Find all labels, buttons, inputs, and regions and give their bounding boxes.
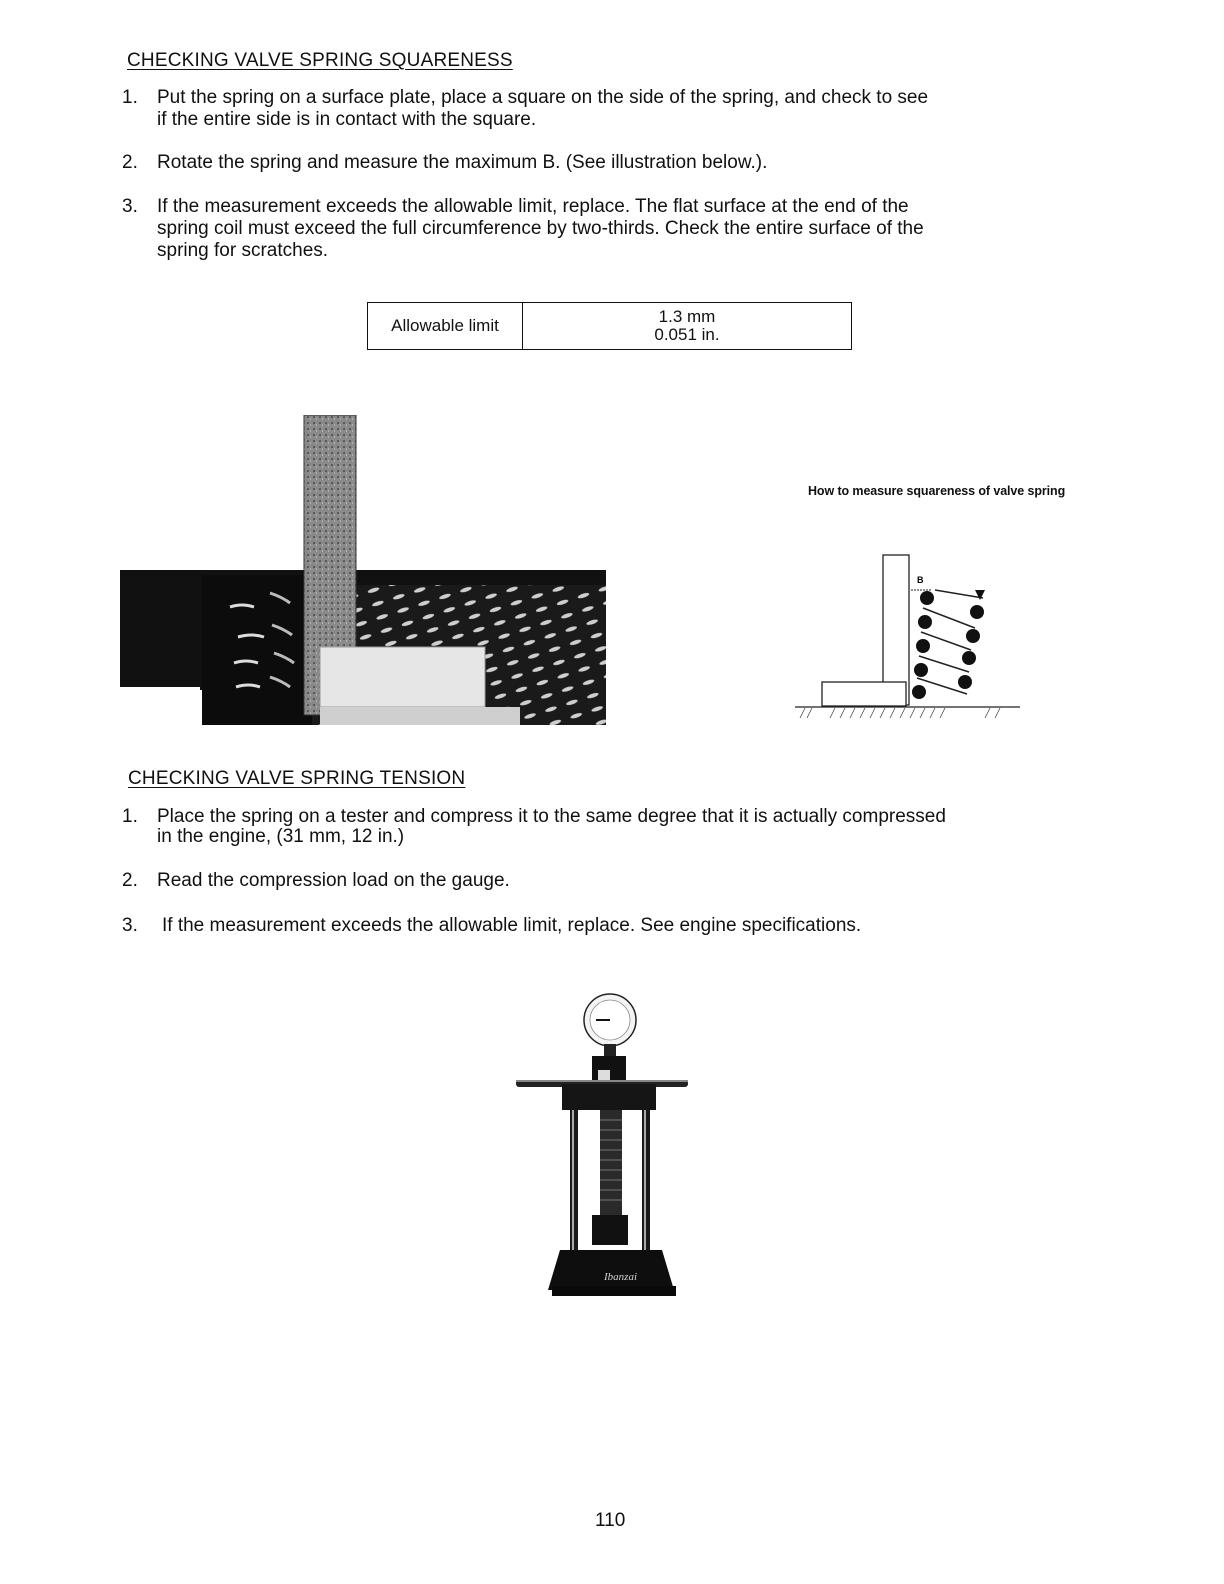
list-number: 2. [122,870,138,891]
section-heading-tension: CHECKING VALVE SPRING TENSION [128,768,466,789]
list-text-line: Rotate the spring and measure the maximum B. (See illustration below.). [157,152,768,173]
spring-coils [202,575,312,725]
list-item-2 [122,152,1022,174]
allowable-limit-table [367,302,852,350]
list-item-1 [122,87,1022,131]
list-item-2 [122,870,1022,892]
list-item-1 [122,806,1042,850]
spec-values [523,303,851,349]
square-foot [822,682,906,706]
tester-base [548,1250,674,1290]
square-base [320,647,485,707]
list-number: 1. [122,806,138,827]
list-text-line: Put the spring on a surface plate, place a square on the side of the spring, and check to see [157,87,929,108]
list-item-3 [122,915,1022,937]
squareness-photo [120,415,606,725]
spec-label: Allowable limit [368,303,523,349]
spec-value-in: 0.051 in. [654,325,720,344]
section-heading-squareness: CHECKING VALVE SPRING SQUARENESS [127,50,513,71]
squareness-diagram [795,550,1025,725]
tester-brand: Ibanzai [604,1271,637,1283]
list-text-line: if the entire side is in contact with the square. [157,109,537,130]
list-text-line: Place the spring on a tester and compress it to the same degree that it is actually compressed [157,806,946,827]
list-text-line: If the measurement exceeds the allowable limit, replace. The flat surface at the end of the [157,196,909,217]
list-text-line: If the measurement exceeds the allowable limit, replace. See engine specifications. [162,915,862,936]
spring-cross-section [912,590,985,699]
list-item-3 [122,196,1022,262]
list-number: 3. [122,196,138,217]
list-text-line: spring for scratches. [157,240,329,261]
list-text-line: Read the compression load on the gauge. [157,870,510,891]
page-number: 110 [595,1510,626,1531]
list-number: 1. [122,87,138,108]
list-number: 2. [122,152,138,173]
list-text-line: in the engine, (31 mm, 12 in.) [157,826,405,847]
spring-tester-photo [512,990,694,1305]
dimension-label: B [917,575,924,585]
list-number: 3. [122,915,138,936]
diagram-caption: How to measure squareness of valve spring [808,484,1066,498]
list-text-line: spring coil must exceed the full circumference by two-thirds. Check the entire surface of the [157,218,924,239]
spec-value-mm: 1.3 mm [658,307,716,326]
